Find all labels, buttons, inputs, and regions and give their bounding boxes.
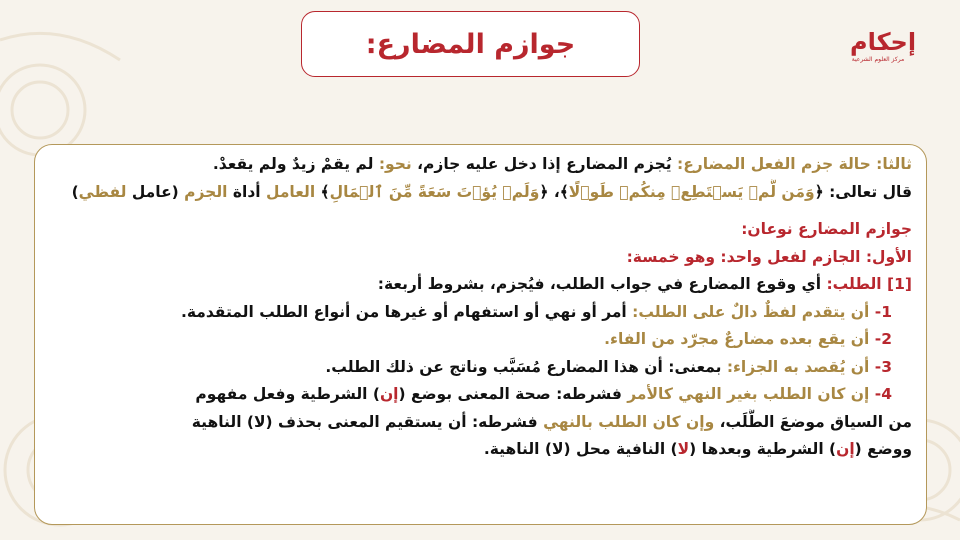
logo bbox=[850, 28, 917, 94]
ayah-close: ﴾ bbox=[315, 182, 330, 201]
condition-4-line2c: فشرطه: أن يستقيم المعنى بحذف (لا) الناهية bbox=[191, 412, 544, 431]
condition-4-num: 4- bbox=[869, 385, 892, 403]
para1-naho: نحو: bbox=[378, 155, 412, 173]
ayah-2: وَلَمۡ يُؤۡتَ سَعَةً مِّنَ ٱلۡمَالِ bbox=[329, 182, 540, 201]
condition-1-num: 1- bbox=[869, 302, 892, 321]
condition-1-label: أن يتقدم لفظٌ دالٌ على الطلب: bbox=[632, 302, 870, 321]
condition-4-text2: ) الشرطية وفعل مفهوم bbox=[195, 385, 380, 403]
para1-text2: لم يقمْ زيدٌ ولم يقعدْ. bbox=[212, 155, 379, 173]
ayah-1: وَمَن لَّمۡ يَسۡتَطِعۡ مِنكُمۡ طَوۡلًا bbox=[568, 182, 815, 201]
in-word-2: إن bbox=[836, 440, 855, 458]
paren-close: ) bbox=[71, 182, 79, 201]
para1-label: ثالثا: حالة جزم الفعل المضارع: bbox=[677, 155, 912, 173]
in-word-1: إن bbox=[379, 385, 399, 403]
para1-line1 bbox=[53, 151, 912, 179]
talab-label: الطلب: bbox=[826, 275, 888, 293]
condition-4-label: إن كان الطلب بغير النهي كالأمر bbox=[627, 385, 870, 403]
amil-label: العامل bbox=[266, 182, 316, 201]
adat-label: أداة bbox=[227, 182, 266, 201]
section-heading: جوازم المضارع نوعان: bbox=[741, 220, 912, 238]
condition-4-text1: فشرطه: صحة المعنى بوضع ( bbox=[398, 385, 628, 403]
paren-open: (عامل bbox=[126, 182, 185, 201]
condition-2 bbox=[53, 326, 912, 354]
jazm-label: الجزم bbox=[184, 182, 228, 201]
condition-4-line1 bbox=[53, 381, 912, 409]
condition-2-num: 2- bbox=[869, 330, 892, 348]
condition-4-line2 bbox=[53, 409, 912, 437]
condition-4-line2b: وإن كان الطلب بالنهي bbox=[543, 412, 715, 431]
para1-text1: يُجزم المضارع إذا دخل عليه جازم، bbox=[411, 155, 678, 173]
condition-4-line2a: من السياق موضعَ الطَّلَب، bbox=[714, 412, 912, 431]
para1-line2 bbox=[53, 179, 912, 207]
condition-3-text: بمعنى: أن هذا المضارع مُسَبَّب وناتج عن ذلك الطلب. bbox=[325, 357, 727, 376]
talab-num: [1] bbox=[887, 275, 912, 293]
la-word: لا bbox=[677, 440, 690, 458]
lafzi-label: لفظي bbox=[78, 182, 127, 201]
content-box bbox=[34, 144, 927, 525]
talab-text: أي وقوع المضارع في جواب الطلب، فيُجزم، بشروط أربعة: bbox=[377, 275, 827, 293]
logo-mark: إحكام bbox=[850, 28, 917, 56]
condition-4-line3b: ) الشرطية وبعدها ( bbox=[689, 440, 837, 458]
talab-line bbox=[53, 271, 912, 299]
condition-1-text: أمر أو نهي أو استفهام أو غيرها من أنواع الطلب المتقدمة. bbox=[180, 302, 633, 321]
section-first: الأول: الجازم لفعل واحد: وهو خمسة: bbox=[626, 247, 912, 266]
condition-3-label: أن يُقصد به الجزاء: bbox=[726, 357, 870, 376]
ayah-sep: ﴾، ﴿ bbox=[539, 182, 569, 201]
condition-1 bbox=[53, 299, 912, 327]
title-box bbox=[301, 11, 640, 77]
condition-3 bbox=[53, 354, 912, 382]
condition-4-line3c: ) النافية محل (لا) الناهية. bbox=[483, 440, 678, 458]
page-title: جوازم المضارع: bbox=[365, 28, 576, 60]
condition-3-num: 3- bbox=[869, 357, 892, 376]
para1-qala: قال تعالى: ﴿ bbox=[814, 182, 912, 201]
condition-4-line3a: ووضع ( bbox=[854, 440, 912, 458]
logo-subtitle: مركز العلوم الشرعية bbox=[851, 56, 905, 63]
condition-2-label: أن يقع بعده مضارعٌ مجرّد من الفاء. bbox=[604, 330, 870, 348]
condition-4-line3 bbox=[53, 436, 912, 464]
